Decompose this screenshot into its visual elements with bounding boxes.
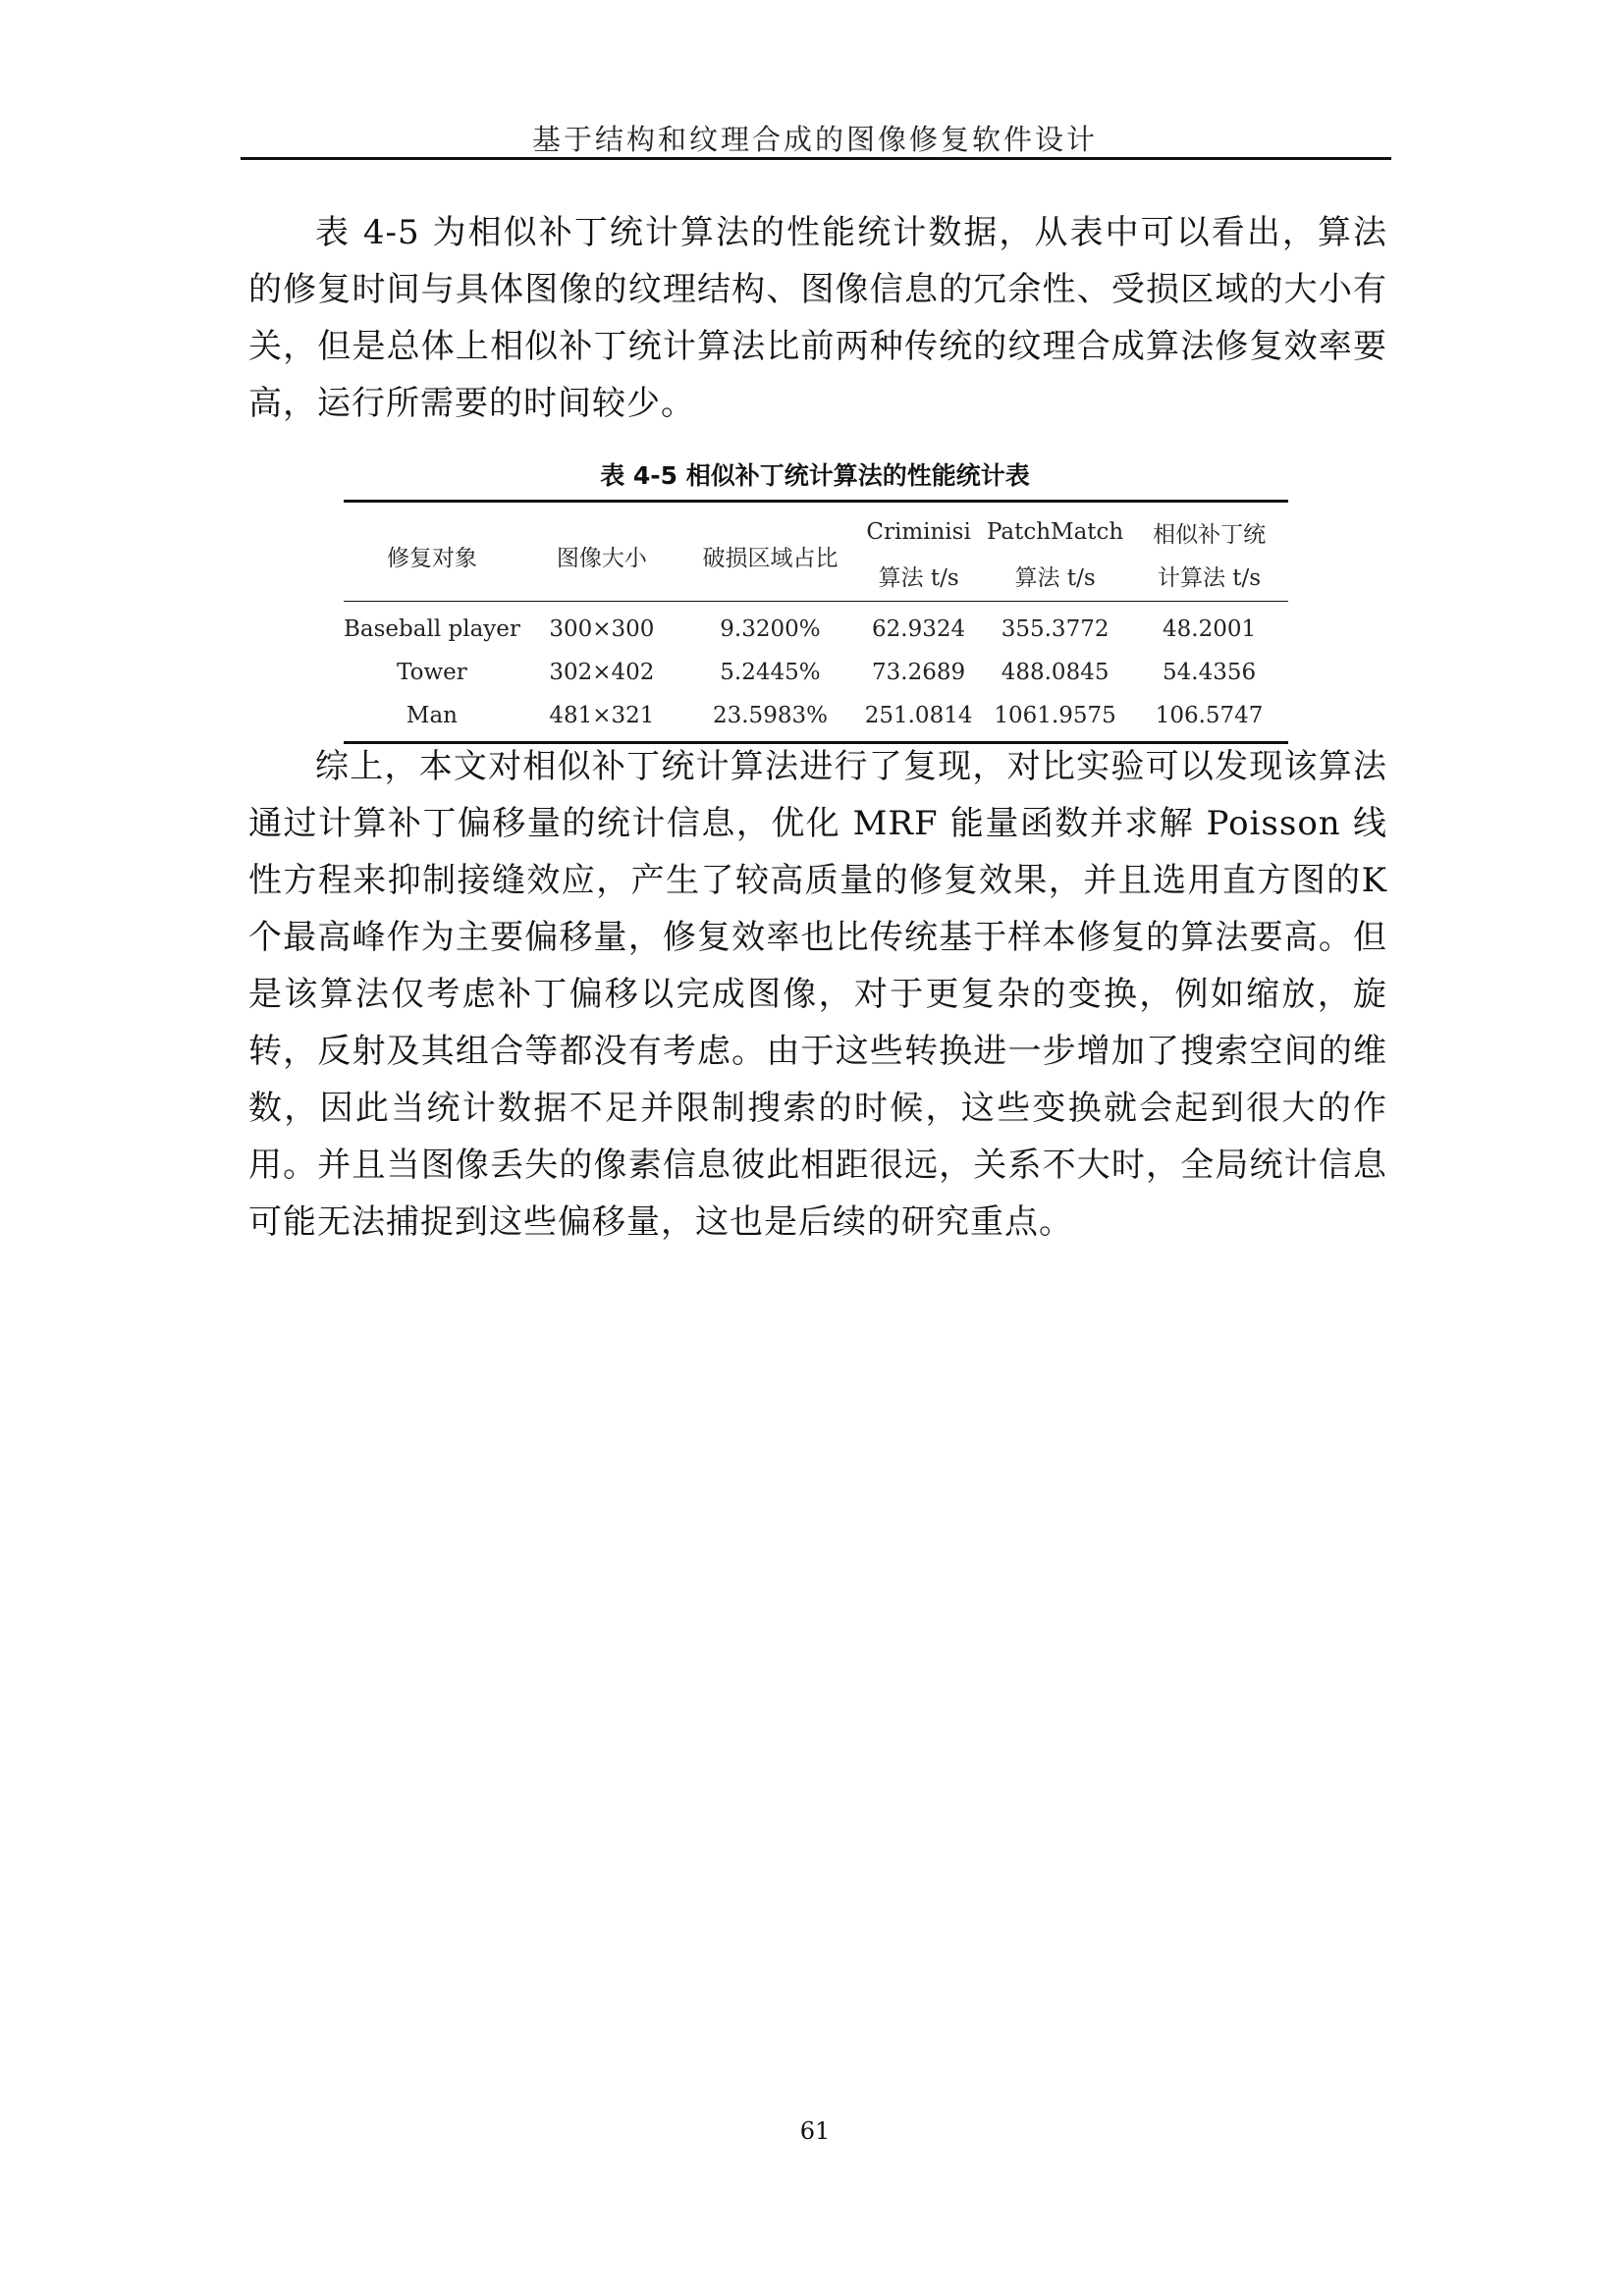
table-caption: 表 4-5 相似补丁统计算法的性能统计表 (600, 461, 1030, 490)
table-cell: 48.2001 (1163, 616, 1257, 642)
page-number: 61 (799, 2117, 831, 2145)
table-cell: Man (344, 694, 520, 743)
table-cell: 54.4356 (1163, 660, 1257, 685)
running-header: 基于结构和纹理合成的图像修复软件设计 (531, 123, 1098, 156)
performance-table (344, 500, 1288, 744)
table-cell: 9.3200% (720, 616, 821, 642)
header-similar-patch-unit: 计算法 t/s (1130, 554, 1288, 602)
table-cell: 300×300 (549, 616, 655, 642)
table-cell: 355.3772 (1001, 616, 1110, 642)
header-similar-patch: 相似补丁统 (1130, 502, 1288, 555)
header-criminisi: Criminisi (857, 502, 980, 555)
header-repair-object: 修复对象 (344, 502, 520, 602)
table-cell: 488.0845 (1001, 660, 1110, 685)
body-paragraph-2: 综上，本文对相似补丁统计算法进行了复现，对比实验可以发现该算法通过计算补丁偏移量的统计信息，优化 MRF 能量函数并求解 Poisson 线性方程来抑制接缝效应，产生了较高质量的修复效果，并且选用直方图的K 个最高峰作为主要偏移量，修复效率也比传统基于样本修复的算法要高。但是该算法仅考虑补丁偏移以完成图像，对于更复杂的变换，例如缩放，旋转，反射及其组合等都没有考虑。由于这些转换进一步增加了搜索空间的维数，因此当统计数据不足并限制搜索的时候，这些变换就会起到很大的作用。并且当图像丢失的像素信息彼此相距很远，关系不大时，全局统计信息可能无法捕捉到这些偏移量，这也是后续的研究重点。 (248, 747, 1387, 1242)
table-header-row (344, 502, 1288, 555)
table-row (344, 602, 1288, 652)
table-cell: Tower (397, 660, 467, 685)
table-cell: 302×402 (549, 660, 655, 685)
table-cell: 62.9324 (872, 616, 966, 642)
header-patchmatch: PatchMatch (980, 502, 1130, 555)
table-cell: 481×321 (520, 694, 683, 743)
table-cell: 5.2445% (720, 660, 821, 685)
body-paragraph-1: 表 4-5 为相似补丁统计算法的性能统计数据，从表中可以看出，算法的修复时间与具体图像的纹理结构、图像信息的冗余性、受损区域的大小有关，但是总体上相似补丁统计算法比前两种传统的纹理合成算法修复效率要高，运行所需要的时间较少。 (248, 213, 1387, 423)
table-cell: 73.2689 (872, 660, 966, 685)
table-cell: 23.5983% (683, 694, 857, 743)
header-patchmatch-unit: 算法 t/s (980, 554, 1130, 602)
header-image-size: 图像大小 (520, 502, 683, 602)
table-row (344, 694, 1288, 743)
table-cell: Baseball player (344, 616, 520, 642)
table-cell: 1061.9575 (980, 694, 1130, 743)
header-rule (241, 157, 1391, 160)
table-cell: 106.5747 (1130, 694, 1288, 743)
header-criminisi-unit: 算法 t/s (857, 554, 980, 602)
table-cell: 251.0814 (857, 694, 980, 743)
header-damage-ratio: 破损区域占比 (683, 502, 857, 602)
table-row (344, 651, 1288, 694)
